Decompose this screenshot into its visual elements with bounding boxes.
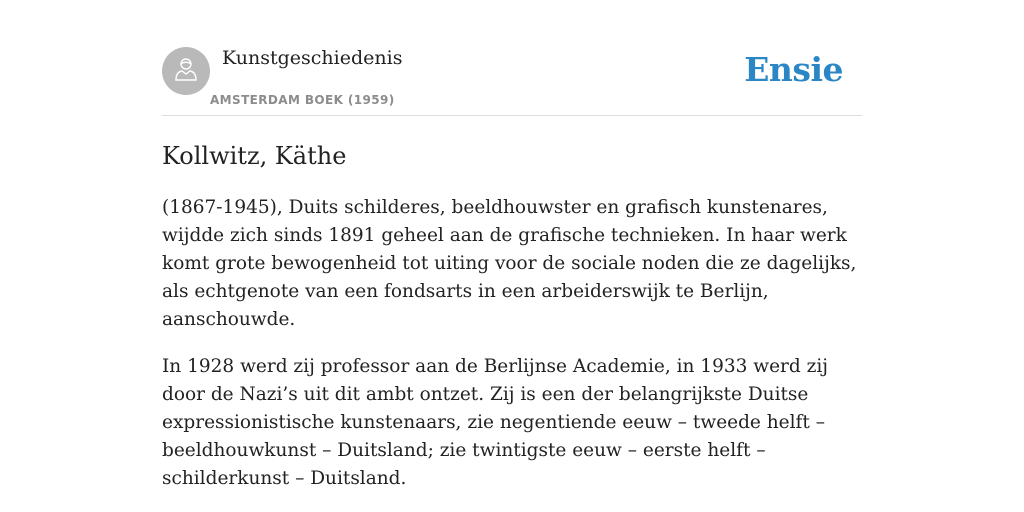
ensie-logo[interactable]: Ensie [744, 50, 843, 89]
article-paragraph: (1867-1945), Duits schilderes, beeldhouwster en grafisch kunstenares, wijdde zich sinds 1891 geheel aan de grafische technieken. In haar werk komt grote bewogenheid tot uiting voor de sociale noden die ze dagelijks, als echtgenote van een fondsarts in een arbeiderswijk te Berlijn, aanschouwde. [162, 197, 857, 330]
category-link[interactable]: Kunstgeschiedenis [222, 47, 403, 69]
article-paragraph: In 1928 werd zij professor aan de Berlijnse Academie, in 1933 werd zij door de Nazi’s uit dit ambt ontzet. Zij is een der belangrijkste Duitse expressionistische kunstenaars, zie negentiende eeuw – tweede helft – beeldhouwkunst – Duitsland; zie twintigste eeuw – eerste helft – schilderkunst – Duitsland. [162, 356, 829, 489]
source-label[interactable]: AMSTERDAM BOEK (1959) [210, 93, 395, 107]
article-title: Kollwitz, Käthe [162, 142, 347, 170]
avatar[interactable] [162, 47, 210, 95]
article-card [162, 46, 862, 493]
user-icon [172, 55, 200, 87]
article-header [162, 46, 862, 116]
